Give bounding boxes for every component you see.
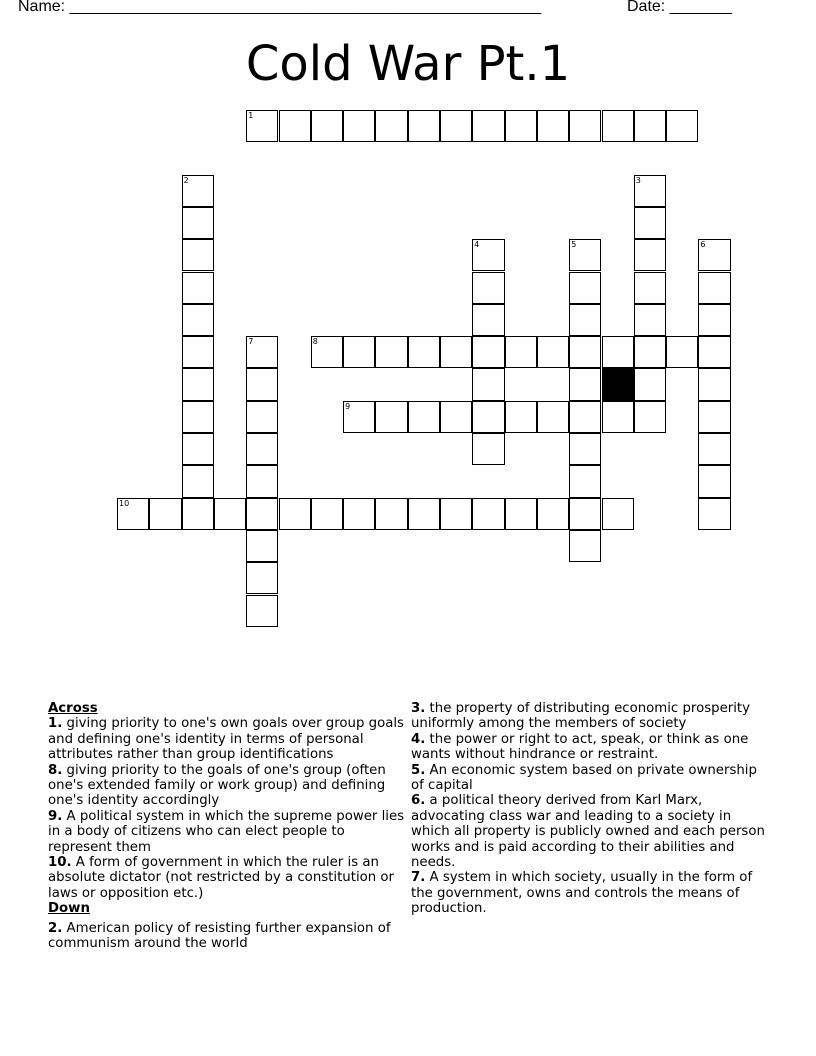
crossword-cell[interactable] <box>537 401 569 433</box>
crossword-cell[interactable] <box>537 110 569 142</box>
crossword-cell[interactable] <box>505 110 537 142</box>
crossword-cell[interactable] <box>569 304 601 336</box>
puzzle-title: Cold War Pt.1 <box>245 36 571 92</box>
name-field-line: Name: _____________________________________________________ <box>18 0 542 15</box>
crossword-cell[interactable] <box>472 498 504 530</box>
clue-text: the power or right to act, speak, or think as one wants without hindrance or restraint. <box>411 731 749 763</box>
clue-number: 4. <box>411 731 426 747</box>
clue-across-10 <box>48 855 408 901</box>
crossword-cell[interactable] <box>408 498 440 530</box>
crossword-cell[interactable] <box>602 498 634 530</box>
crossword-cell[interactable] <box>698 465 730 497</box>
crossword-cell[interactable] <box>472 401 504 433</box>
crossword-cell[interactable] <box>569 336 601 368</box>
crossword-cell[interactable] <box>440 401 472 433</box>
crossword-cell[interactable] <box>698 368 730 400</box>
clue-number-label: 10 <box>119 498 130 508</box>
crossword-cell[interactable] <box>182 401 214 433</box>
crossword-cell[interactable] <box>472 433 504 465</box>
clue-text: A form of government in which the ruler is an absolute dictator (not restricted by a constitution or laws or opposition etc.) <box>48 855 395 901</box>
crossword-cell[interactable] <box>440 336 472 368</box>
clue-number-label: 3 <box>635 175 641 185</box>
crossword-cell[interactable] <box>246 368 278 400</box>
clue-down-4 <box>411 732 771 763</box>
crossword-cell[interactable] <box>311 336 343 368</box>
crossword-cell[interactable] <box>440 110 472 142</box>
crossword-cell[interactable] <box>698 272 730 304</box>
crossword-cell[interactable] <box>182 368 214 400</box>
crossword-cell[interactable] <box>246 465 278 497</box>
crossword-cell[interactable] <box>569 368 601 400</box>
across-clue-list <box>48 716 408 901</box>
clues-left-column <box>48 701 408 952</box>
crossword-cell[interactable] <box>634 304 666 336</box>
crossword-cell[interactable] <box>569 110 601 142</box>
crossword-cell[interactable] <box>182 272 214 304</box>
clue-across-1 <box>48 716 408 762</box>
clue-number-label: 8 <box>312 337 318 347</box>
clue-number: 6. <box>411 793 426 809</box>
clue-number: 7. <box>411 870 426 886</box>
crossword-cell[interactable] <box>634 368 666 400</box>
crossword-cell[interactable] <box>182 336 214 368</box>
crossword-cell[interactable] <box>569 433 601 465</box>
crossword-cell[interactable] <box>182 239 214 271</box>
crossword-cell[interactable] <box>634 175 666 207</box>
crossword-cell[interactable] <box>182 433 214 465</box>
crossword-cell[interactable] <box>214 498 246 530</box>
crossword-cell[interactable] <box>569 272 601 304</box>
crossword-cell[interactable] <box>343 336 375 368</box>
crossword-cell[interactable] <box>472 304 504 336</box>
clue-number-label: 9 <box>345 401 351 411</box>
clue-down-6 <box>411 793 771 870</box>
clue-number-label: 5 <box>571 240 577 250</box>
crossword-cell[interactable] <box>279 110 311 142</box>
crossword-cell[interactable] <box>311 498 343 530</box>
clue-number-label: 7 <box>248 337 254 347</box>
crossword-cell[interactable] <box>698 498 730 530</box>
clue-text: the property of distributing economic prosperity uniformly among the members of society <box>411 701 751 732</box>
crossword-cell[interactable] <box>246 336 278 368</box>
crossword-cell[interactable] <box>698 336 730 368</box>
crossword-cell[interactable] <box>117 498 149 530</box>
crossword-cell[interactable] <box>569 530 601 562</box>
clue-text: A political system in which the supreme power lies in a body of citizens who can elect people to represent them <box>48 808 405 855</box>
crossword-cell[interactable] <box>666 336 698 368</box>
crossword-cell[interactable] <box>569 239 601 271</box>
crossword-cell[interactable] <box>537 336 569 368</box>
crossword-cell[interactable] <box>408 110 440 142</box>
crossword-cell[interactable] <box>537 498 569 530</box>
clue-text: a political theory derived from Karl Marx, advocating class war and leading to a society in which all property is publicly owned and each person works and is paid according to their abilities and needs. <box>411 793 765 871</box>
clue-number: 5. <box>411 762 426 778</box>
clue-number: 8. <box>48 762 63 778</box>
crossword-cell[interactable] <box>698 304 730 336</box>
clue-text: giving priority to one's own goals over group goals and defining one's identity in terms of personal attributes rather than group identifications <box>48 716 404 763</box>
clue-text: An economic system based on private ownership of capital <box>411 762 757 794</box>
crossword-cell[interactable] <box>375 498 407 530</box>
crossword-cell[interactable] <box>246 498 278 530</box>
clue-number: 10. <box>48 855 72 871</box>
crossword-cell[interactable] <box>602 110 634 142</box>
crossword-cell[interactable] <box>698 433 730 465</box>
crossword-cell[interactable] <box>505 401 537 433</box>
crossword-cell[interactable] <box>246 562 278 594</box>
crossword-cell[interactable] <box>634 272 666 304</box>
clue-text: giving priority to the goals of one's group (often one's extended family or work group) and defining one's identity accordingly <box>48 762 386 809</box>
crossword-cell[interactable] <box>698 239 730 271</box>
crossword-cell[interactable] <box>182 498 214 530</box>
crossword-cell[interactable] <box>569 401 601 433</box>
down-heading: Down <box>48 901 90 917</box>
clue-number: 2. <box>48 920 63 936</box>
crossword-cell[interactable] <box>505 336 537 368</box>
crossword-cell[interactable] <box>311 110 343 142</box>
crossword-cell[interactable] <box>375 110 407 142</box>
clue-down-3 <box>411 701 771 732</box>
crossword-cell[interactable] <box>182 207 214 239</box>
crossword-cell[interactable] <box>569 498 601 530</box>
crossword-cell[interactable] <box>472 336 504 368</box>
crossword-cell[interactable] <box>698 401 730 433</box>
clue-down-5 <box>411 763 771 794</box>
clue-text: American policy of resisting further expansion of communism around the world <box>48 920 391 952</box>
crossword-cell[interactable] <box>246 110 278 142</box>
clue-number: 9. <box>48 808 63 824</box>
crossword-cell[interactable] <box>182 465 214 497</box>
date-field-line: Date: _______ <box>627 0 732 15</box>
crossword-cell[interactable] <box>343 498 375 530</box>
blocked-cell <box>602 368 634 400</box>
clue-across-8 <box>48 763 408 809</box>
crossword-cell[interactable] <box>472 239 504 271</box>
clue-down-7 <box>411 870 771 916</box>
clue-number-label: 4 <box>474 240 480 250</box>
clue-across-9 <box>48 809 408 855</box>
crossword-cell[interactable] <box>472 368 504 400</box>
crossword-cell[interactable] <box>472 272 504 304</box>
clues-right-column <box>411 701 771 917</box>
crossword-cell[interactable] <box>440 498 472 530</box>
crossword-cell[interactable] <box>343 110 375 142</box>
crossword-cell[interactable] <box>182 175 214 207</box>
crossword-cell[interactable] <box>634 401 666 433</box>
crossword-cell[interactable] <box>472 110 504 142</box>
crossword-cell[interactable] <box>569 465 601 497</box>
crossword-cell[interactable] <box>666 110 698 142</box>
across-heading: Across <box>48 701 98 716</box>
clue-number-label: 1 <box>248 111 254 120</box>
clue-number: 1. <box>48 716 63 732</box>
crossword-cell[interactable] <box>149 498 181 530</box>
clue-text: A system in which society, usually in the form of the government, owns and controls the means of production. <box>411 870 753 917</box>
crossword-cell[interactable] <box>602 401 634 433</box>
crossword-cell[interactable] <box>634 239 666 271</box>
clue-number-label: 6 <box>700 240 706 250</box>
crossword-cell[interactable] <box>634 336 666 368</box>
crossword-cell[interactable] <box>408 336 440 368</box>
crossword-cell[interactable] <box>343 401 375 433</box>
crossword-cell[interactable] <box>634 207 666 239</box>
crossword-cell[interactable] <box>408 401 440 433</box>
crossword-cell[interactable] <box>246 433 278 465</box>
crossword-cell[interactable] <box>375 336 407 368</box>
crossword-cell[interactable] <box>602 336 634 368</box>
clue-number: 3. <box>411 701 426 716</box>
crossword-cell[interactable] <box>246 595 278 627</box>
crossword-cell[interactable] <box>505 498 537 530</box>
crossword-cell[interactable] <box>279 498 311 530</box>
clue-number-label: 2 <box>183 175 189 185</box>
crossword-cell[interactable] <box>246 401 278 433</box>
crossword-cell[interactable] <box>246 530 278 562</box>
crossword-cell[interactable] <box>375 401 407 433</box>
crossword-cell[interactable] <box>182 304 214 336</box>
crossword-cell[interactable] <box>634 110 666 142</box>
clue-down-2 <box>48 921 408 952</box>
